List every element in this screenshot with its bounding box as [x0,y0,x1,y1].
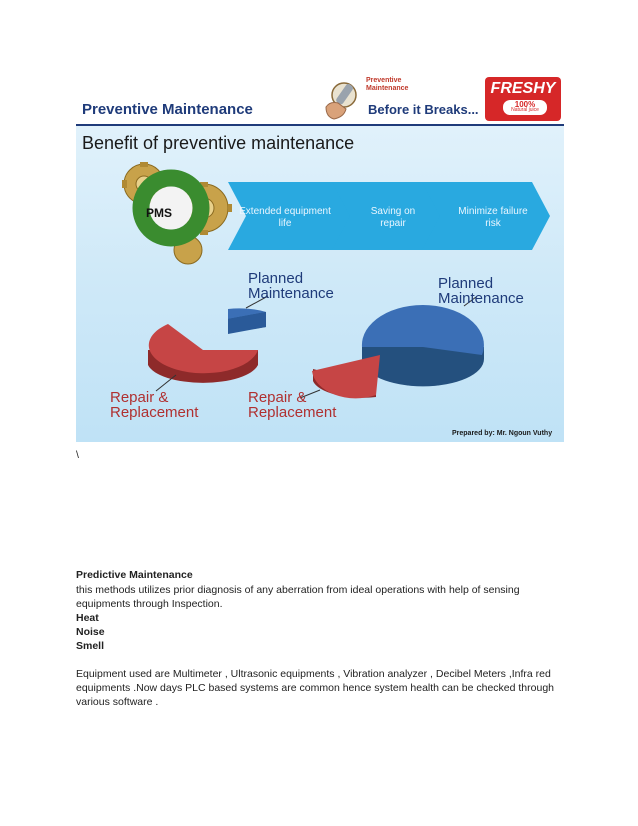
left-pie-repair-slice [148,324,258,383]
benefit-3-line2: risk [485,218,501,229]
slide-header-title: Preventive Maintenance [82,101,253,118]
left-pie-planned-line2: Maintenance [248,285,334,302]
logo-text-line2: Maintenance [366,85,409,92]
brand-badge-number: 100% [514,100,536,109]
right-pie-repair-line1: Repair & [248,389,307,406]
benefit-2-line2: repair [380,218,406,229]
left-pie-planned-line1: Planned [248,270,304,287]
header-tagline: Before it Breaks... [368,102,479,117]
left-pie-repair-line1: Repair & [110,389,169,406]
benefit-3-line1: Minimize failure [458,206,528,217]
intro-line-2: equipments through Inspection. [76,598,223,610]
equipment-line-1: Equipment used are Multimeter , Ultrasonic equipments , Vibration analyzer , Decibel Meters ,Infra red [76,668,551,680]
list-item-smell: Smell [76,640,105,652]
equipment-line-3: various software . [76,696,159,708]
pie-charts [76,75,564,442]
left-pie-repair-label [110,390,198,420]
prepared-by: Prepared by: Mr. Ngoun Vuthy [452,430,553,437]
benefit-2-line1: Saving on [370,206,416,217]
right-pie-planned-line2: Maintenance [438,290,524,307]
benefit-1-line1: Extended equipment [239,206,331,217]
right-pie-planned-label [438,276,524,306]
stray-backslash: \ [76,449,79,461]
section-heading: Predictive Maintenance [76,569,193,581]
list-item-noise: Noise [76,626,105,638]
brand-name: FRESHY [490,80,556,97]
logo-text-line1: Preventive [366,77,402,84]
list-item-heat: Heat [76,612,99,624]
slide-title: Benefit of preventive maintenance [82,133,355,153]
brand-badge-sub: Natural juice [511,107,539,113]
right-pie-planned-slice [362,305,484,386]
right-pie-repair-label [248,390,336,420]
left-pie-planned-label [248,271,334,301]
equipment-line-2: equipments .Now days PLC based systems are common hence system health can be checked through [76,682,555,694]
intro-line-1: this methods utilizes prior diagnosis of any aberration from ideal operations with help of sensing [76,584,520,596]
benefit-1-line2: life [278,218,292,229]
gear-label: PMS [145,206,172,220]
right-pie-planned-line1: Planned [438,275,494,292]
right-pie-repair-line2: Replacement [248,404,337,421]
left-pie-planned-slice [228,308,266,334]
slide-image [76,75,564,442]
left-pie-repair-line2: Replacement [110,404,199,421]
